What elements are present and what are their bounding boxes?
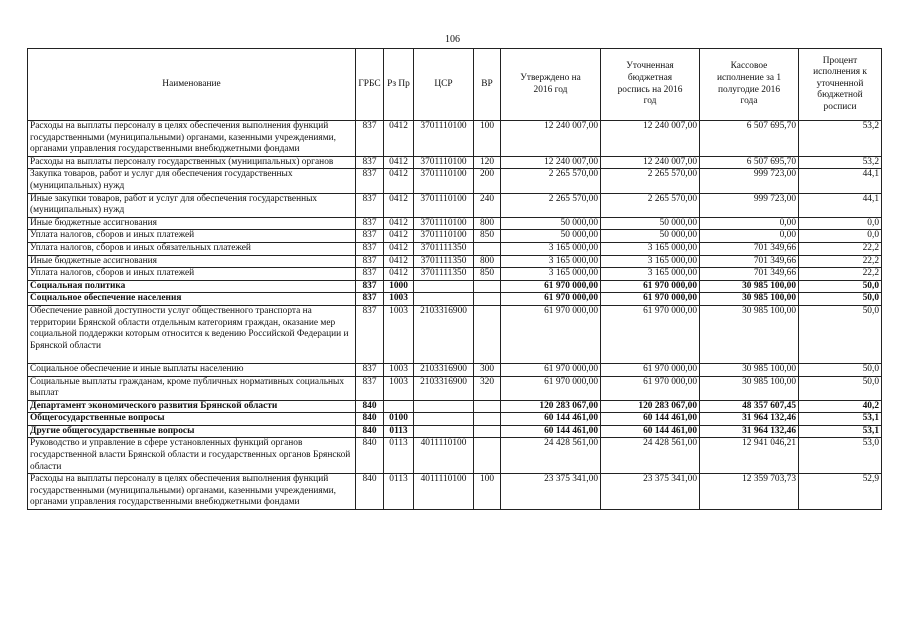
cell-approved: 3 165 000,00 xyxy=(501,268,601,281)
cell-csr: 3701110100 xyxy=(414,156,474,169)
header-vr: ВР xyxy=(474,49,501,121)
table-row xyxy=(28,438,882,474)
cell-refined: 61 970 000,00 xyxy=(601,293,700,306)
cell-approved: 12 240 007,00 xyxy=(501,156,601,169)
cell-grbs: 837 xyxy=(356,193,384,217)
cell-csr: 3701110100 xyxy=(414,169,474,193)
cell-grbs: 837 xyxy=(356,156,384,169)
cell-csr: 4011110100 xyxy=(414,474,474,510)
header-name: Наименование xyxy=(28,49,356,121)
cell-name: Закупка товаров, работ и услуг для обеспечения государственных (муниципальных) нужд xyxy=(28,169,356,193)
cell-percent: 50,0 xyxy=(799,363,882,376)
cell-rzpr xyxy=(384,400,414,413)
cell-refined: 60 144 461,00 xyxy=(601,413,700,426)
table-row xyxy=(28,376,882,400)
cell-name: Социальное обеспечение населения xyxy=(28,293,356,306)
cell-rzpr: 0412 xyxy=(384,217,414,230)
cell-rzpr: 0412 xyxy=(384,268,414,281)
cell-percent: 50,0 xyxy=(799,305,882,363)
cell-grbs: 840 xyxy=(356,474,384,510)
cell-name: Уплата налогов, сборов и иных платежей xyxy=(28,268,356,281)
table-row xyxy=(28,217,882,230)
budget-table xyxy=(27,48,882,510)
cell-percent: 50,0 xyxy=(799,376,882,400)
cell-cash: 48 357 607,45 xyxy=(700,400,799,413)
cell-name: Руководство и управление в сфере установленных функций органов государственной власти Брянской области и государственных органов Брянской области xyxy=(28,438,356,474)
cell-csr: 3701111350 xyxy=(414,242,474,255)
cell-refined: 3 165 000,00 xyxy=(601,242,700,255)
cell-rzpr: 0113 xyxy=(384,425,414,438)
cell-refined: 23 375 341,00 xyxy=(601,474,700,510)
cell-grbs: 837 xyxy=(356,230,384,243)
cell-percent: 52,9 xyxy=(799,474,882,510)
cell-name: Социальное обеспечение и иные выплаты населению xyxy=(28,363,356,376)
cell-percent: 40,2 xyxy=(799,400,882,413)
cell-rzpr: 1000 xyxy=(384,280,414,293)
cell-vr xyxy=(474,305,501,363)
cell-name: Расходы на выплаты персоналу в целях обеспечения выполнения функций государственными (муниципальными) органами, казенными учреждениями, органами управления государственными внебюджетными фондами xyxy=(28,121,356,157)
cell-vr xyxy=(474,425,501,438)
cell-vr xyxy=(474,438,501,474)
cell-cash: 6 507 695,70 xyxy=(700,121,799,157)
cell-refined: 50 000,00 xyxy=(601,230,700,243)
cell-approved: 50 000,00 xyxy=(501,217,601,230)
table-row xyxy=(28,305,882,363)
cell-grbs: 840 xyxy=(356,438,384,474)
table-row xyxy=(28,242,882,255)
cell-name: Общегосударственные вопросы xyxy=(28,413,356,426)
cell-cash: 701 349,66 xyxy=(700,242,799,255)
page-number: 106 xyxy=(445,34,460,45)
cell-rzpr: 0113 xyxy=(384,438,414,474)
cell-vr xyxy=(474,400,501,413)
cell-vr: 240 xyxy=(474,193,501,217)
cell-percent: 53,2 xyxy=(799,156,882,169)
table-row xyxy=(28,413,882,426)
cell-percent: 44,1 xyxy=(799,169,882,193)
table-row xyxy=(28,121,882,157)
cell-refined: 24 428 561,00 xyxy=(601,438,700,474)
table-body xyxy=(28,121,882,510)
cell-name: Иные закупки товаров, работ и услуг для обеспечения государственных (муниципальных) нужд xyxy=(28,193,356,217)
cell-rzpr: 0412 xyxy=(384,121,414,157)
cell-csr: 2103316900 xyxy=(414,376,474,400)
cell-grbs: 837 xyxy=(356,376,384,400)
cell-name: Обеспечение равной доступности услуг общественного транспорта на территории Брянской области отдельным категориям граждан, оказание мер социальной поддержки которым относится к ведению Российской Федерации и Брянской области xyxy=(28,305,356,363)
table-row xyxy=(28,230,882,243)
cell-approved: 50 000,00 xyxy=(501,230,601,243)
cell-rzpr: 0100 xyxy=(384,413,414,426)
cell-approved: 3 165 000,00 xyxy=(501,242,601,255)
cell-csr: 3701110100 xyxy=(414,121,474,157)
header-grbs: ГРБС xyxy=(356,49,384,121)
cell-grbs: 840 xyxy=(356,400,384,413)
cell-vr: 200 xyxy=(474,169,501,193)
cell-refined: 3 165 000,00 xyxy=(601,255,700,268)
cell-percent: 22,2 xyxy=(799,268,882,281)
cell-percent: 0,0 xyxy=(799,217,882,230)
cell-approved: 60 144 461,00 xyxy=(501,425,601,438)
table-row xyxy=(28,293,882,306)
cell-grbs: 837 xyxy=(356,217,384,230)
cell-cash: 12 941 046,21 xyxy=(700,438,799,474)
cell-approved: 61 970 000,00 xyxy=(501,280,601,293)
cell-name: Расходы на выплаты персоналу в целях обеспечения выполнения функций государственными (муниципальными) органами, казенными учреждениями, органами управления государственными внебюджетными фондами xyxy=(28,474,356,510)
table-row xyxy=(28,255,882,268)
cell-percent: 53,2 xyxy=(799,121,882,157)
table-row xyxy=(28,280,882,293)
table-row xyxy=(28,474,882,510)
cell-rzpr: 0412 xyxy=(384,230,414,243)
cell-approved: 24 428 561,00 xyxy=(501,438,601,474)
cell-csr: 3701110100 xyxy=(414,230,474,243)
cell-rzpr: 0412 xyxy=(384,193,414,217)
cell-refined: 120 283 067,00 xyxy=(601,400,700,413)
cell-refined: 12 240 007,00 xyxy=(601,121,700,157)
cell-csr: 2103316900 xyxy=(414,363,474,376)
cell-percent: 53,1 xyxy=(799,425,882,438)
cell-refined: 2 265 570,00 xyxy=(601,193,700,217)
cell-approved: 12 240 007,00 xyxy=(501,121,601,157)
cell-cash: 31 964 132,46 xyxy=(700,425,799,438)
cell-csr: 2103316900 xyxy=(414,305,474,363)
cell-rzpr: 0412 xyxy=(384,156,414,169)
cell-vr: 100 xyxy=(474,121,501,157)
cell-cash: 701 349,66 xyxy=(700,255,799,268)
cell-rzpr: 1003 xyxy=(384,305,414,363)
cell-cash: 30 985 100,00 xyxy=(700,293,799,306)
cell-csr: 3701111350 xyxy=(414,268,474,281)
cell-cash: 30 985 100,00 xyxy=(700,280,799,293)
cell-cash: 30 985 100,00 xyxy=(700,376,799,400)
cell-csr xyxy=(414,293,474,306)
cell-name: Иные бюджетные ассигнования xyxy=(28,217,356,230)
cell-rzpr: 1003 xyxy=(384,293,414,306)
header-approved: Утверждено на 2016 год xyxy=(501,49,601,121)
cell-csr xyxy=(414,413,474,426)
cell-cash: 701 349,66 xyxy=(700,268,799,281)
cell-rzpr: 1003 xyxy=(384,376,414,400)
cell-vr: 800 xyxy=(474,217,501,230)
cell-cash: 30 985 100,00 xyxy=(700,363,799,376)
cell-vr xyxy=(474,293,501,306)
cell-percent: 50,0 xyxy=(799,293,882,306)
cell-csr: 3701110100 xyxy=(414,217,474,230)
cell-cash: 0,00 xyxy=(700,217,799,230)
cell-refined: 61 970 000,00 xyxy=(601,305,700,363)
cell-cash: 6 507 695,70 xyxy=(700,156,799,169)
cell-rzpr: 0113 xyxy=(384,474,414,510)
cell-refined: 61 970 000,00 xyxy=(601,280,700,293)
cell-grbs: 837 xyxy=(356,255,384,268)
header-refined: Уточненная бюджетная роспись на 2016 год xyxy=(601,49,700,121)
cell-percent: 0,0 xyxy=(799,230,882,243)
cell-grbs: 837 xyxy=(356,121,384,157)
cell-approved: 3 165 000,00 xyxy=(501,255,601,268)
cell-cash: 999 723,00 xyxy=(700,193,799,217)
cell-vr xyxy=(474,242,501,255)
cell-grbs: 837 xyxy=(356,242,384,255)
cell-grbs: 837 xyxy=(356,268,384,281)
table-row xyxy=(28,400,882,413)
cell-name: Социальные выплаты гражданам, кроме публичных нормативных социальных выплат xyxy=(28,376,356,400)
header-cash: Кассовое исполнение за 1 полугодие 2016 года xyxy=(700,49,799,121)
cell-grbs: 840 xyxy=(356,413,384,426)
cell-csr: 3701111350 xyxy=(414,255,474,268)
cell-approved: 23 375 341,00 xyxy=(501,474,601,510)
cell-refined: 12 240 007,00 xyxy=(601,156,700,169)
table-row xyxy=(28,363,882,376)
table-row xyxy=(28,169,882,193)
cell-percent: 22,2 xyxy=(799,255,882,268)
header-csr: ЦСР xyxy=(414,49,474,121)
cell-cash: 999 723,00 xyxy=(700,169,799,193)
cell-cash: 30 985 100,00 xyxy=(700,305,799,363)
cell-percent: 53,0 xyxy=(799,438,882,474)
cell-approved: 2 265 570,00 xyxy=(501,193,601,217)
cell-refined: 2 265 570,00 xyxy=(601,169,700,193)
cell-csr xyxy=(414,400,474,413)
cell-percent: 22,2 xyxy=(799,242,882,255)
cell-approved: 60 144 461,00 xyxy=(501,413,601,426)
cell-vr: 100 xyxy=(474,474,501,510)
cell-grbs: 837 xyxy=(356,305,384,363)
cell-grbs: 837 xyxy=(356,280,384,293)
cell-csr: 4011110100 xyxy=(414,438,474,474)
cell-vr: 850 xyxy=(474,230,501,243)
table-row xyxy=(28,425,882,438)
cell-name: Другие общегосударственные вопросы xyxy=(28,425,356,438)
cell-grbs: 837 xyxy=(356,293,384,306)
header-percent: Процент исполнения к уточненной бюджетной росписи xyxy=(799,49,882,121)
cell-cash: 12 359 703,73 xyxy=(700,474,799,510)
cell-vr xyxy=(474,280,501,293)
cell-csr xyxy=(414,280,474,293)
cell-vr: 850 xyxy=(474,268,501,281)
cell-vr: 300 xyxy=(474,363,501,376)
cell-approved: 61 970 000,00 xyxy=(501,376,601,400)
table-row xyxy=(28,156,882,169)
cell-name: Иные бюджетные ассигнования xyxy=(28,255,356,268)
cell-approved: 61 970 000,00 xyxy=(501,293,601,306)
header-rzpr: Рз Пр xyxy=(384,49,414,121)
cell-percent: 53,1 xyxy=(799,413,882,426)
cell-refined: 3 165 000,00 xyxy=(601,268,700,281)
cell-name: Департамент экономического развития Брянской области xyxy=(28,400,356,413)
cell-approved: 61 970 000,00 xyxy=(501,363,601,376)
cell-vr: 320 xyxy=(474,376,501,400)
cell-cash: 0,00 xyxy=(700,230,799,243)
cell-approved: 61 970 000,00 xyxy=(501,305,601,363)
cell-rzpr: 0412 xyxy=(384,169,414,193)
cell-csr: 3701110100 xyxy=(414,193,474,217)
cell-rzpr: 0412 xyxy=(384,255,414,268)
cell-percent: 44,1 xyxy=(799,193,882,217)
cell-grbs: 837 xyxy=(356,363,384,376)
table-row xyxy=(28,268,882,281)
cell-refined: 50 000,00 xyxy=(601,217,700,230)
cell-cash: 31 964 132,46 xyxy=(700,413,799,426)
cell-name: Уплата налогов, сборов и иных платежей xyxy=(28,230,356,243)
cell-name: Социальная политика xyxy=(28,280,356,293)
cell-rzpr: 1003 xyxy=(384,363,414,376)
cell-name: Уплата налогов, сборов и иных обязательных платежей xyxy=(28,242,356,255)
header-row xyxy=(28,49,882,121)
cell-approved: 2 265 570,00 xyxy=(501,169,601,193)
cell-vr: 120 xyxy=(474,156,501,169)
cell-grbs: 840 xyxy=(356,425,384,438)
cell-refined: 61 970 000,00 xyxy=(601,363,700,376)
cell-csr xyxy=(414,425,474,438)
cell-percent: 50,0 xyxy=(799,280,882,293)
cell-name: Расходы на выплаты персоналу государственных (муниципальных) органов xyxy=(28,156,356,169)
cell-rzpr: 0412 xyxy=(384,242,414,255)
cell-vr: 800 xyxy=(474,255,501,268)
cell-refined: 61 970 000,00 xyxy=(601,376,700,400)
table-row xyxy=(28,193,882,217)
cell-approved: 120 283 067,00 xyxy=(501,400,601,413)
cell-vr xyxy=(474,413,501,426)
cell-grbs: 837 xyxy=(356,169,384,193)
cell-refined: 60 144 461,00 xyxy=(601,425,700,438)
